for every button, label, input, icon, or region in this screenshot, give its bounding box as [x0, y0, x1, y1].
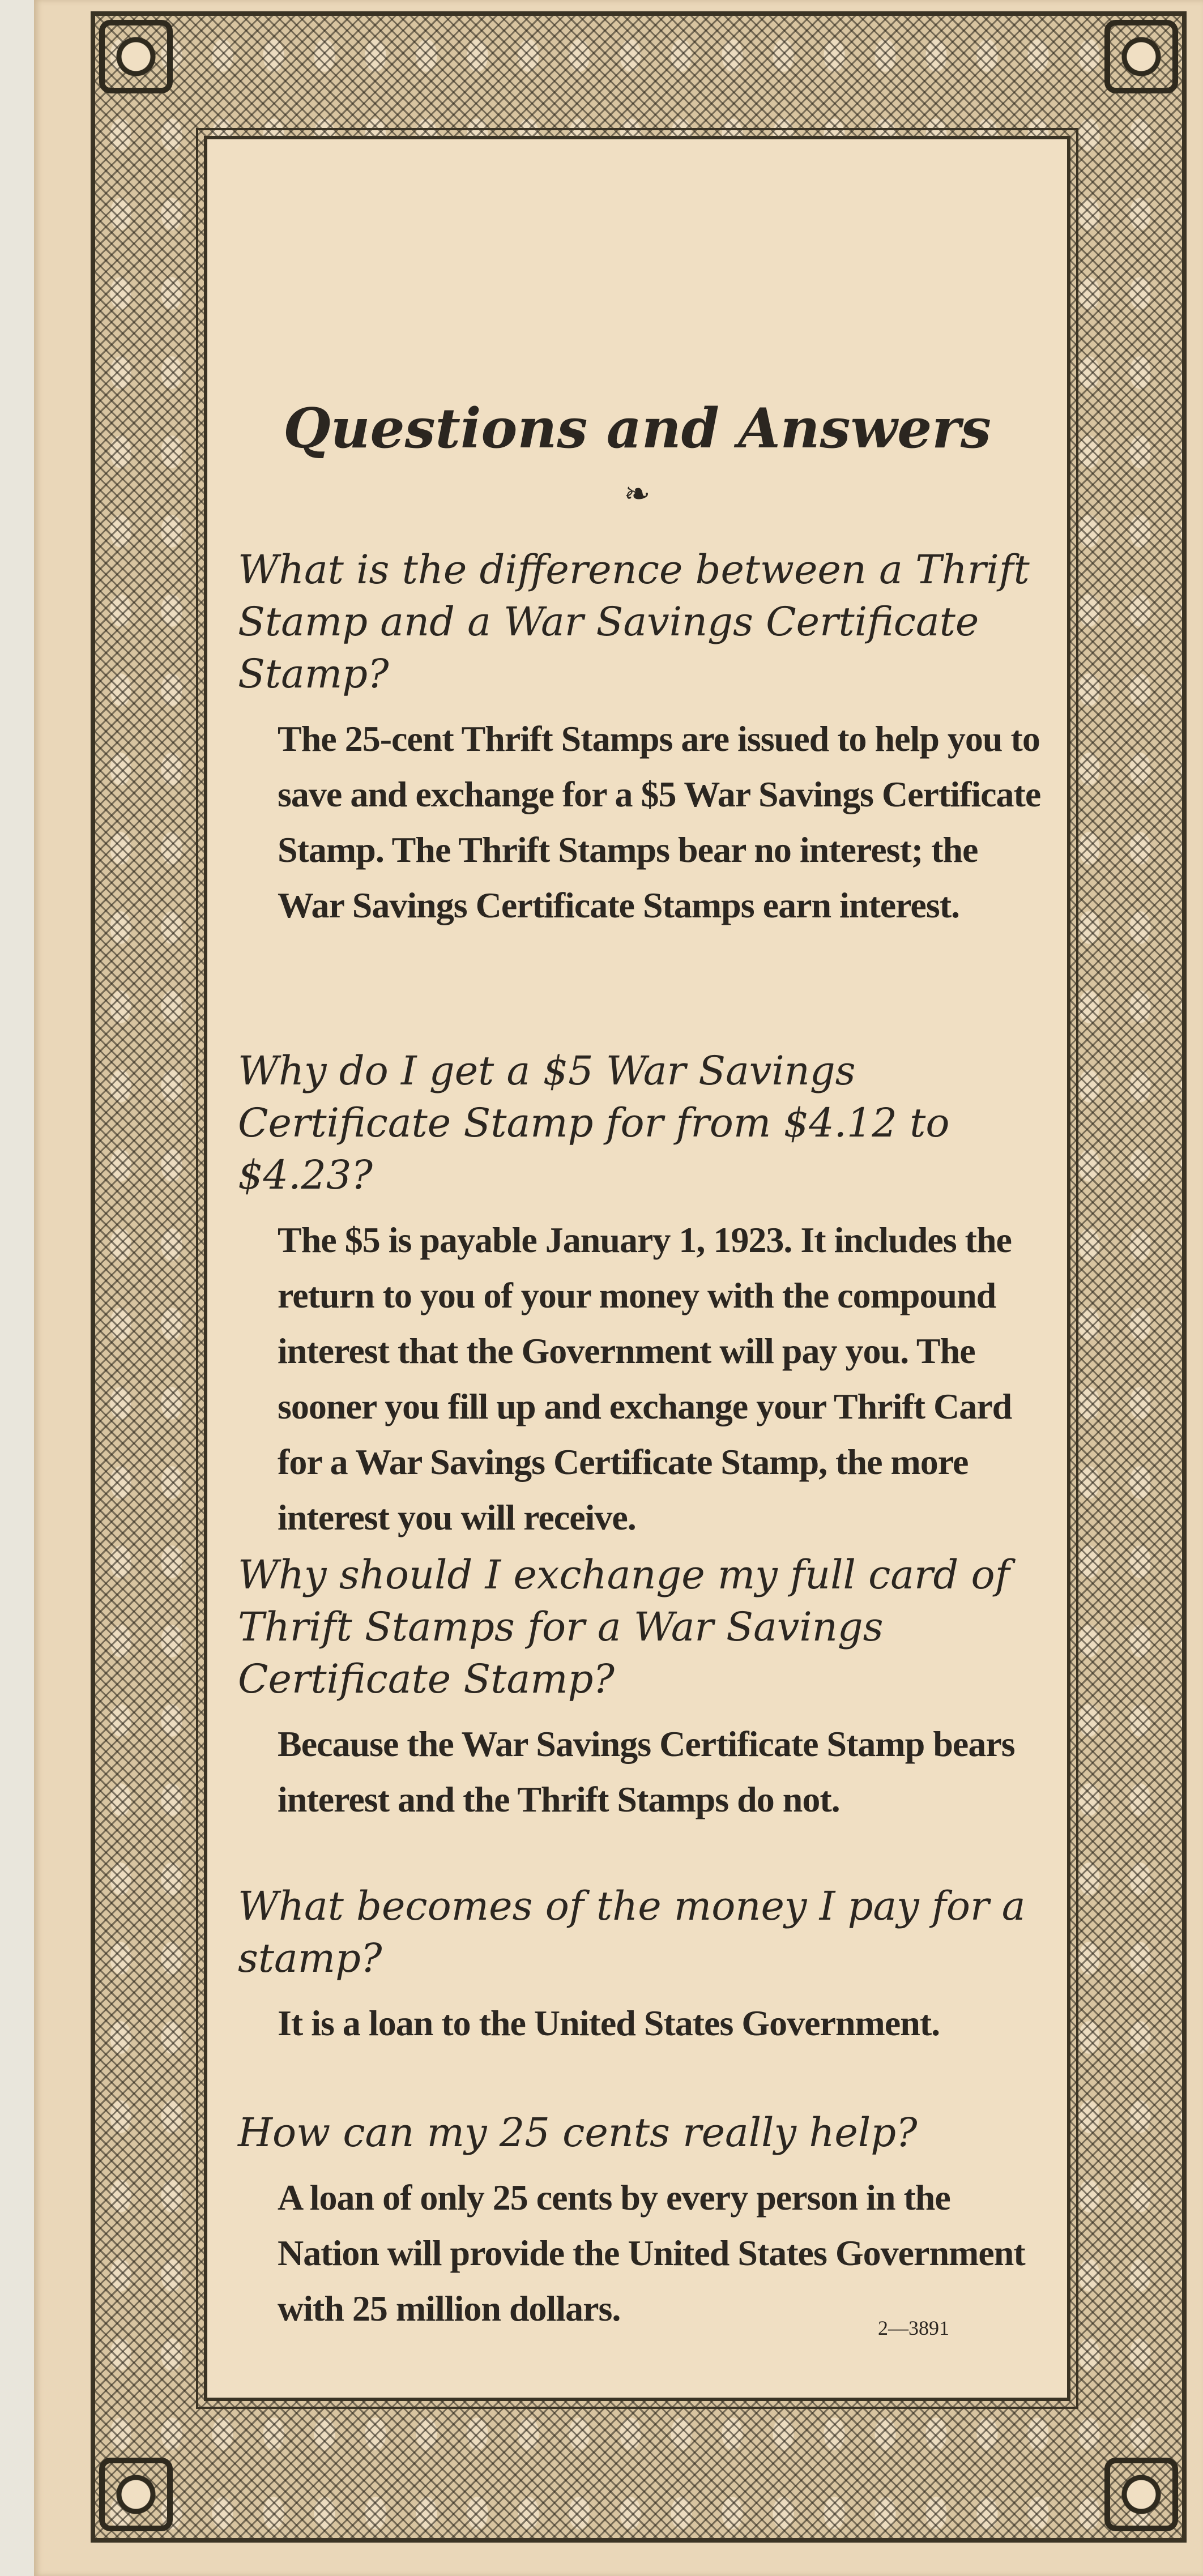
answer-2: The $5 is payable January 1, 1923. It includes the return to you of your money with the compound interest that the Government will pay you. The sooner you fill up and exchange your Thrift Card for a War Savings Certificate Stamp, the more interest you will receive. — [278, 1220, 1012, 1537]
qa-item-3 — [238, 1549, 1042, 1827]
qa-item-5 — [238, 2107, 1042, 2336]
question-5: How can my 25 cents really help? — [238, 2109, 918, 2156]
page-title: Questions and Answers — [283, 396, 991, 460]
qa-item-2 — [238, 1045, 1042, 1545]
answer-3: Because the War Savings Certificate Stamp bears interest and the Thrift Stamps do not. — [278, 1724, 1015, 1819]
qa-item-1 — [238, 544, 1042, 933]
answer-4: It is a loan to the United States Government. — [278, 2003, 940, 2043]
answer-1: The 25-cent Thrift Stamps are issued to help you to save and exchange for a $5 War Savings Certificate Stamp. The Thrift Stamps bear no interest; the War Savings Certificate Stamps earn interest. — [278, 719, 1041, 925]
qa-item-4 — [238, 1880, 1042, 2051]
answer-5: A loan of only 25 cents by every person in the Nation will provide the United States Government with 25 million dollars. — [278, 2177, 1025, 2329]
corner-ornament-bottom-left — [99, 2458, 173, 2531]
corner-ornament-bottom-right — [1104, 2458, 1178, 2531]
corner-ornament-top-left — [99, 20, 173, 93]
question-3: Why should I exchange my full card of Thrift Stamps for a War Savings Certificate Stamp? — [238, 1552, 1010, 1702]
question-1: What is the difference between a Thrift Stamp and a War Savings Certificate Stamp? — [238, 546, 1030, 697]
fleuron-icon: ❧ — [624, 476, 651, 512]
form-number: 2—3891 — [878, 2317, 949, 2339]
question-4: What becomes of the money I pay for a stamp? — [238, 1883, 1026, 1981]
question-2: Why do I get a $5 War Savings Certificate Stamp for from $4.12 to $4.23? — [238, 1048, 950, 1198]
corner-ornament-top-right — [1104, 20, 1178, 93]
